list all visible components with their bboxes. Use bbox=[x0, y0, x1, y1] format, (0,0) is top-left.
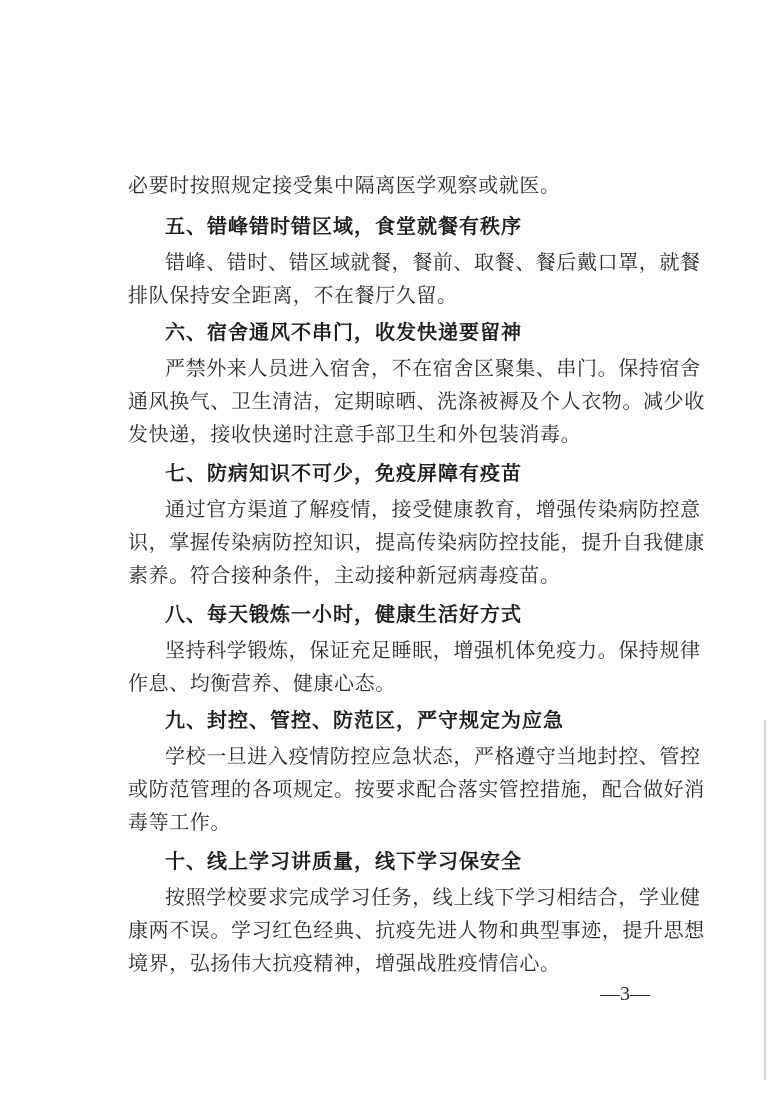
body-line: 康两不误。学习红色经典、抗疫先进人物和典型事迹，提升思想 bbox=[128, 918, 705, 942]
body-line: 通过官方渠道了解疫情，接受健康教育，增强传染病防控意 bbox=[165, 497, 701, 521]
section-heading-7: 七、防病知识不可少，免疫屏障有疫苗 bbox=[165, 461, 522, 485]
body-line: 或防范管理的各项规定。按要求配合落实管控措施，配合做好消 bbox=[128, 777, 705, 801]
body-line: 排队保持安全距离，不在餐厅久留。 bbox=[128, 283, 458, 307]
section-heading-9: 九、封控、管控、防范区，严守规定为应急 bbox=[165, 708, 564, 732]
body-line: 按照学校要求完成学习任务，线上线下学习相结合，学业健 bbox=[165, 885, 701, 909]
body-line: 错峰、错时、错区域就餐，餐前、取餐、餐后戴口罩，就餐 bbox=[165, 250, 701, 274]
body-line: 作息、均衡营养、健康心态。 bbox=[128, 671, 396, 695]
section-heading-10: 十、线上学习讲质量，线下学习保安全 bbox=[165, 849, 522, 873]
section-heading-8: 八、每天锻炼一小时，健康生活好方式 bbox=[165, 602, 522, 626]
section-heading-6: 六、宿舍通风不串门，收发快递要留神 bbox=[165, 320, 522, 344]
body-line: 必要时按照规定接受集中隔离医学观察或就医。 bbox=[128, 173, 561, 197]
body-line: 识，掌握传染病防控知识，提高传染病防控技能，提升自我健康 bbox=[128, 530, 705, 554]
section-heading-5: 五、错峰错时错区域，食堂就餐有秩序 bbox=[165, 214, 522, 238]
body-line: 坚持科学锻炼，保证充足睡眠，增强机体免疫力。保持规律 bbox=[165, 638, 701, 662]
body-line: 素养。符合接种条件，主动接种新冠病毒疫苗。 bbox=[128, 563, 561, 587]
body-line: 发快递，接收快递时注意手部卫生和外包装消毒。 bbox=[128, 422, 582, 446]
body-line: 境界，弘扬伟大抗疫精神，增强战胜疫情信心。 bbox=[128, 951, 561, 975]
body-line: 严禁外来人员进入宿舍，不在宿舍区聚集、串门。保持宿舍 bbox=[165, 356, 701, 380]
body-line: 通风换气、卫生清洁，定期晾晒、洗涤被褥及个人衣物。减少收 bbox=[128, 389, 705, 413]
body-line: 毒等工作。 bbox=[128, 810, 231, 834]
body-line: 学校一旦进入疫情防控应急状态，严格遵守当地封控、管控 bbox=[165, 744, 701, 768]
scan-edge-line bbox=[764, 720, 766, 1080]
page-number: —3— bbox=[600, 983, 650, 1005]
